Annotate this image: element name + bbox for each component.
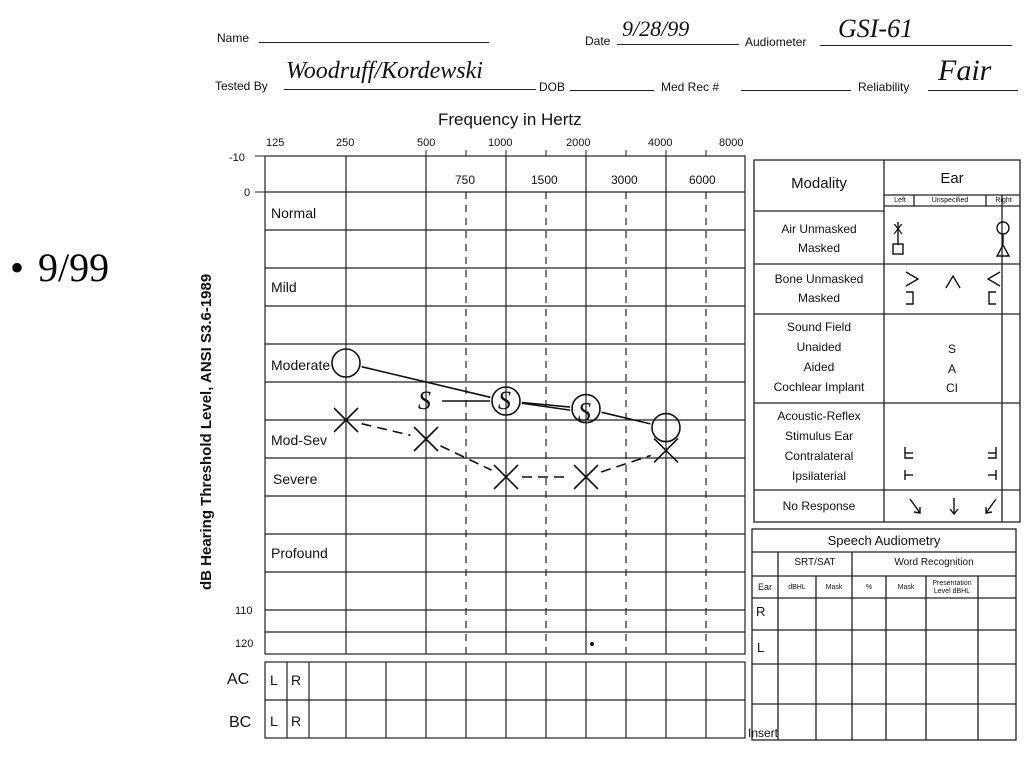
speech-ear-header: Ear <box>757 582 772 592</box>
stimulus-ear-label: Stimulus Ear <box>784 429 854 443</box>
tick-6000: 6000 <box>689 173 716 187</box>
unspecified-header: Unspecified <box>931 197 969 204</box>
mark-s-2000hz: S <box>578 397 591 427</box>
tick-8000: 8000 <box>719 137 744 149</box>
mark-s-500hz: S <box>418 386 431 415</box>
mark-s-1000hz: S <box>498 386 511 415</box>
tested-by-value: Woodruff/Kordewski <box>286 58 483 84</box>
cochlear-label: Cochlear Implant <box>773 380 865 394</box>
unaided-label: Unaided <box>796 340 842 354</box>
slide-bullet: • 9/99 <box>10 245 110 290</box>
srt-header: SRT/SAT <box>794 557 836 568</box>
band-severe: Severe <box>273 471 318 487</box>
tick-2000: 2000 <box>566 137 591 149</box>
audiometer-label: Audiometer <box>745 35 807 49</box>
band-mod-sev: Mod-Sev <box>271 432 328 448</box>
reliability-label: Reliability <box>858 80 910 94</box>
speech-row-l: L <box>757 640 765 655</box>
band-moderate: Moderate <box>271 357 331 373</box>
tick-250: 250 <box>336 137 355 149</box>
reliability-value: Fair <box>938 54 992 87</box>
contralateral-label: Contralateral <box>784 449 854 463</box>
connector-x-0 <box>362 424 411 436</box>
speech-row-r: R <box>756 604 766 619</box>
ytick-0: 0 <box>244 187 251 199</box>
bone-masked-label: Masked <box>797 291 841 305</box>
tick-500: 500 <box>417 137 436 149</box>
ac-bc-table <box>265 662 745 738</box>
mask2-header: Mask <box>897 584 915 591</box>
band-mild: Mild <box>271 279 297 295</box>
tick-750: 750 <box>455 173 476 187</box>
ac-label: AC <box>227 671 250 688</box>
audiometer-value: GSI-61 <box>838 14 914 43</box>
word-header: Word Recognition <box>894 557 974 568</box>
bullet-text: 9/99 <box>38 245 110 290</box>
sound-field-label: Sound Field <box>786 320 852 334</box>
date-label: Date <box>585 34 611 48</box>
frequency-title: Frequency in Hertz <box>438 110 582 129</box>
ear-header: Ear <box>940 170 964 187</box>
med-rec-label: Med Rec # <box>661 80 720 94</box>
bc-label: BC <box>229 714 252 731</box>
tick-125: 125 <box>266 137 285 149</box>
mask-header: Mask <box>825 584 843 591</box>
ac-r: R <box>291 672 302 688</box>
insert-label: Insert <box>748 726 779 740</box>
ytick-110: 110 <box>235 605 253 617</box>
air-masked-label: Masked <box>797 241 841 255</box>
air-unmasked-label: Air Unmasked <box>781 222 857 236</box>
band-profound: Profound <box>271 545 328 561</box>
symbol-s: S <box>947 342 956 356</box>
presentation-header: Presentation Level dBHL <box>932 580 972 595</box>
acoustic-reflex-label: Acoustic-Reflex <box>777 409 861 423</box>
no-response-label: No Response <box>782 499 856 513</box>
percent-header: % <box>865 584 873 591</box>
tick-1000: 1000 <box>488 137 513 149</box>
name-label: Name <box>217 31 250 45</box>
bone-unmasked-label: Bone Unmasked <box>774 272 864 286</box>
dbhl-header: dBHL <box>788 584 806 591</box>
tested-by-label: Tested By <box>215 79 268 93</box>
left-header: Left <box>894 197 906 204</box>
tick-1500: 1500 <box>531 173 558 187</box>
tick-4000: 4000 <box>648 137 673 149</box>
right-header: Right <box>995 197 1012 204</box>
date-value: 9/28/99 <box>622 16 690 41</box>
dob-label: DOB <box>539 80 566 94</box>
ac-l: L <box>270 672 278 688</box>
symbol-ci: CI <box>946 381 958 395</box>
aided-label: Aided <box>803 360 835 374</box>
ipsilateral-label: Ipsilaterial <box>791 469 847 483</box>
tick-3000: 3000 <box>611 173 638 187</box>
speech-title: Speech Audiometry <box>827 533 941 548</box>
bc-l: L <box>270 713 278 729</box>
ytick-120: 120 <box>235 638 254 650</box>
y-axis-label: dB Hearing Threshold Level, ANSI S3.6-1989 <box>198 273 215 590</box>
svg-text:X: X <box>893 221 904 238</box>
ytick-minus10: -10 <box>229 152 245 164</box>
band-normal: Normal <box>271 205 317 221</box>
bc-r: R <box>291 713 302 729</box>
modality-header: Modality <box>791 175 847 192</box>
symbol-a: A <box>947 362 956 376</box>
